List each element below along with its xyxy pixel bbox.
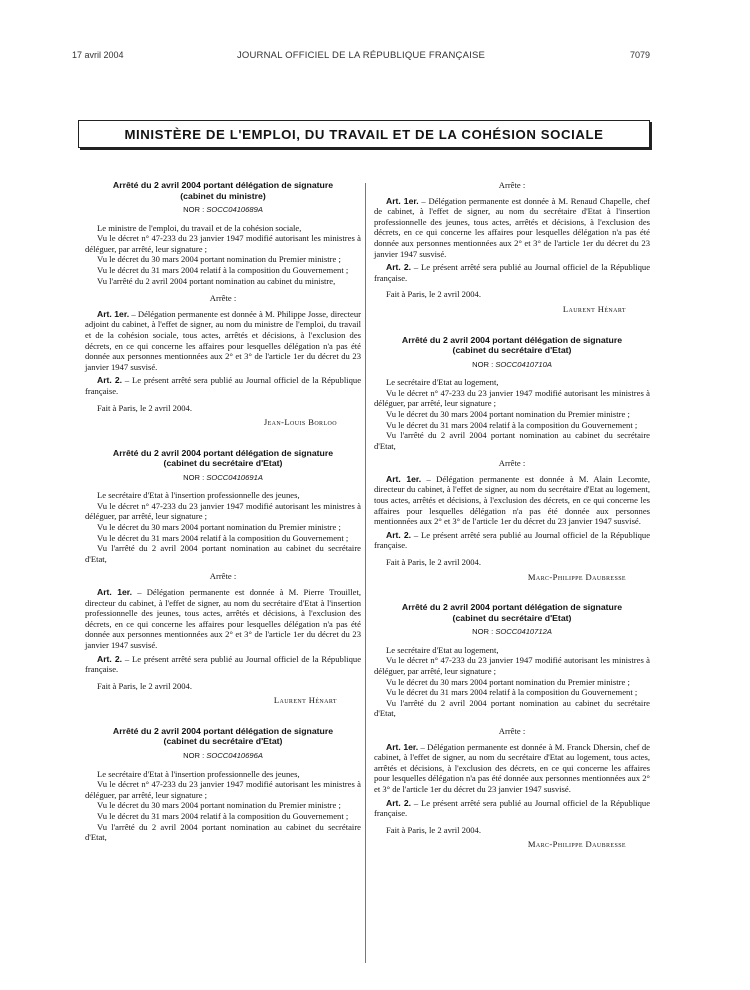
article-1: Art. 1er. – Délégation permanente est donnée à M. Philippe Josse, directeur adjoint du cabinet, à l'effet de signer, au nom du ministre de l'emploi, du travail et de la cohésion sociale, tous actes, arrêtés et décisions, à l'exclusion des décrets, en ce qui concerne les affaires pour lesquelles délégation n'a pas été donnée aux personnes mentionnées aux 2° et 3° de l'article 1er du décret du 23 janvier 1947 susvisé. bbox=[85, 308, 361, 372]
preamble-line: Vu le décret n° 47-233 du 23 janvier 1947 modifié autorisant les ministres à déléguer, par arrêté, leur signature ; bbox=[374, 655, 650, 676]
arrete-label: Arrête : bbox=[498, 725, 526, 736]
preamble-line: Le secrétaire d'Etat à l'insertion professionnelle des jeunes, bbox=[97, 490, 300, 501]
nor-reference: NOR : SOCC0410710A bbox=[472, 359, 552, 369]
journal-name: JOURNAL OFFICIEL DE LA RÉPUBLIQUE FRANÇAISE bbox=[236, 50, 486, 61]
issue-date: 17 avril 2004 bbox=[72, 50, 124, 60]
preamble-line: Vu le décret n° 47-233 du 23 janvier 1947 modifié autorisant les ministres à déléguer, par arrêté, leur signature ; bbox=[374, 387, 650, 409]
preamble-line: Vu le décret n° 47-233 du 23 janvier 1947 modifié autorisant les ministres à déléguer, par arrêté, leur signature ; bbox=[85, 779, 361, 800]
arrete-label: Arrête : bbox=[209, 571, 237, 582]
arrete-title: Arrêté du 2 avril 2004 portant délégation de signature (cabinet du secrétaire d'Etat) bbox=[112, 725, 334, 747]
preamble-line: Vu l'arrêté du 2 avril 2004 portant nomination au cabinet du secrétaire d'Etat, bbox=[374, 430, 650, 451]
preamble-line: Vu l'arrêté du 2 avril 2004 portant nomination au cabinet du secrétaire d'Etat, bbox=[85, 821, 361, 843]
page-number: 7079 bbox=[629, 50, 650, 60]
fait-a-paris: Fait à Paris, le 2 avril 2004. bbox=[97, 402, 192, 413]
arrete-label: Arrête : bbox=[209, 293, 237, 304]
article-1: Art. 1er. – Délégation permanente est donnée à M. Alain Lecomte, directeur du cabinet, à l'effet de signer, au nom du secrétaire d'Etat au logement, tous actes, arrêtés et décisions, à l'exclusion des décrets, en ce qui concerne les affaires pour lesquelles délégation n'a pas été donnée aux personnes mentionnées aux 2° et 3° de l'article 1er du décret du 23 janvier 1947 susvisé. bbox=[374, 473, 650, 527]
arrete-label: Arrête : bbox=[498, 458, 526, 469]
signatory: Laurent Hénart bbox=[273, 695, 337, 706]
column-divider bbox=[365, 183, 366, 963]
nor-reference: NOR : SOCC0410696A bbox=[183, 750, 263, 760]
right-column bbox=[374, 180, 650, 850]
preamble-line: Vu l'arrêté du 2 avril 2004 portant nomination au cabinet du ministre, bbox=[97, 275, 336, 286]
signatory: Marc-Philippe Daubresse bbox=[527, 571, 626, 582]
left-column bbox=[85, 180, 361, 843]
fait-a-paris: Fait à Paris, le 2 avril 2004. bbox=[97, 680, 192, 691]
preamble-line: Vu le décret du 30 mars 2004 portant nomination du Premier ministre ; bbox=[97, 522, 341, 533]
arrete-title: Arrêté du 2 avril 2004 portant délégation de signature (cabinet du secrétaire d'Etat) bbox=[401, 334, 623, 356]
nor-reference: NOR : SOCC0410689A bbox=[183, 205, 263, 214]
nor-reference: NOR : SOCC0410712A bbox=[472, 627, 552, 637]
arrete-cabinet-secretaire-etat bbox=[85, 448, 361, 706]
article-1: Art. 1er. – Délégation permanente est donnée à M. Renaud Chapelle, chef de cabinet, à l'effet de signer, au nom du secrétaire d'Etat à l'insertion professionnelle des jeunes, tous actes, arrêtés et décisions, à l'exclusion des décrets, en ce qui concerne les affaires pour lesquelles délégation n'a pas été donnée aux personnes mentionnées aux 2° et 3° de l'article 1er du décret du 23 janvier 1947 susvisé. bbox=[374, 195, 650, 259]
preamble-line: Le secrétaire d'Etat au logement, bbox=[386, 644, 499, 655]
preamble-line: Le ministre de l'emploi, du travail et de la cohésion sociale, bbox=[97, 222, 302, 233]
article-2: Art. 2. – Le présent arrêté sera publié au Journal officiel de la République française. bbox=[85, 375, 362, 396]
ministry-heading-box bbox=[78, 120, 650, 148]
running-head bbox=[72, 50, 650, 64]
signatory: Marc-Philippe Daubresse bbox=[527, 839, 626, 850]
preamble-line: Vu l'arrêté du 2 avril 2004 portant nomination au cabinet du secrétaire d'Etat, bbox=[85, 543, 361, 564]
preamble-line: Le secrétaire d'Etat à l'insertion professionnelle des jeunes, bbox=[97, 768, 300, 779]
arrete-title: Arrêté du 2 avril 2004 portant délégation de signature (cabinet du secrétaire d'Etat) bbox=[401, 602, 623, 623]
preamble-line: Vu le décret du 30 mars 2004 portant nomination du Premier ministre ; bbox=[97, 254, 341, 265]
arrete-title: Arrêté du 2 avril 2004 portant délégation de signature (cabinet du secrétaire d'Etat) bbox=[112, 447, 334, 469]
article-1: Art. 1er. – Délégation permanente est donnée à M. Franck Dhersin, chef de cabinet, à l'effet de signer, au nom du secrétaire d'Etat au logement, tous actes, arrêtés et décisions, à l'exclusion des décrets, en ce qui concerne les affaires pour lesquelles délégation n'a pas été donnée aux personnes mentionnées aux 2° et 3° de l'article 1er du décret du 23 janvier 1947 susvisé. bbox=[374, 741, 650, 794]
article-2: Art. 2. – Le présent arrêté sera publié au Journal officiel de la République française. bbox=[374, 529, 651, 551]
signatory: Jean-Louis Borloo bbox=[263, 417, 337, 428]
preamble-line: Vu le décret du 30 mars 2004 portant nomination du Premier ministre ; bbox=[386, 676, 630, 687]
fait-a-paris: Fait à Paris, le 2 avril 2004. bbox=[386, 824, 481, 835]
article-1: Art. 1er. – Délégation permanente est donnée à M. Pierre Trouillet, directeur du cabinet, à l'effet de signer, au nom du secrétaire d'Etat à l'insertion professionnelle des jeunes, tous actes, arrêtés et décisions, à l'exclusion des décrets, en ce qui concerne les affaires pour lesquelles délégation n'a pas été donnée aux personnes mentionnées aux 2° et 3° de l'article 1er du décret du 23 janvier 1947 susvisé. bbox=[85, 587, 361, 650]
preamble-line: Vu le décret n° 47-233 du 23 janvier 1947 modifié autorisant les ministres à déléguer, par arrêté, leur signature ; bbox=[85, 500, 361, 522]
preamble-line: Vu l'arrêté du 2 avril 2004 portant nomination au cabinet du secrétaire d'Etat, bbox=[374, 697, 650, 719]
article-2: Art. 2. – Le présent arrêté sera publié au Journal officiel de la République française. bbox=[374, 262, 651, 283]
article-2: Art. 2. – Le présent arrêté sera publié au Journal officiel de la République française. bbox=[85, 653, 362, 675]
signatory: Laurent Hénart bbox=[562, 303, 626, 314]
preamble-line: Vu le décret du 31 mars 2004 relatif à la composition du Gouvernement ; bbox=[97, 532, 349, 543]
arrete-label: Arrête : bbox=[498, 180, 526, 190]
preamble-line: Vu le décret du 31 mars 2004 relatif à la composition du Gouvernement ; bbox=[97, 264, 349, 275]
preamble-line: Le secrétaire d'Etat au logement, bbox=[386, 377, 499, 388]
preamble-line: Vu le décret du 31 mars 2004 relatif à la composition du Gouvernement ; bbox=[386, 419, 638, 430]
fait-a-paris: Fait à Paris, le 2 avril 2004. bbox=[386, 289, 481, 300]
preamble-line: Vu le décret n° 47-233 du 23 janvier 1947 modifié autorisant les ministres à déléguer, par arrêté, leur signature ; bbox=[85, 233, 361, 254]
arrete-cabinet-ministre bbox=[85, 180, 361, 428]
arrete-continuation bbox=[374, 180, 650, 315]
ministry-title: MINISTÈRE DE L'EMPLOI, DU TRAVAIL ET DE LA COHÉSION SOCIALE bbox=[124, 126, 604, 142]
arrete-cabinet-secretaire-etat-logement bbox=[374, 602, 650, 850]
preamble-line: Vu le décret du 31 mars 2004 relatif à la composition du Gouvernement ; bbox=[386, 687, 638, 698]
arrete-title: Arrêté du 2 avril 2004 portant délégation de signature (cabinet du ministre) bbox=[112, 180, 334, 201]
preamble-line: Vu le décret du 30 mars 2004 portant nomination du Premier ministre ; bbox=[386, 408, 630, 419]
preamble-line: Vu le décret du 31 mars 2004 relatif à la composition du Gouvernement ; bbox=[97, 810, 349, 821]
arrete-cabinet-secretaire-etat-logement bbox=[374, 335, 650, 583]
arrete-cabinet-secretaire-etat bbox=[85, 726, 361, 843]
article-2: Art. 2. – Le présent arrêté sera publié au Journal officiel de la République française. bbox=[374, 797, 651, 819]
preamble-line: Vu le décret du 30 mars 2004 portant nomination du Premier ministre ; bbox=[97, 800, 341, 811]
fait-a-paris: Fait à Paris, le 2 avril 2004. bbox=[386, 557, 481, 568]
nor-reference: NOR : SOCC0410691A bbox=[183, 472, 263, 482]
